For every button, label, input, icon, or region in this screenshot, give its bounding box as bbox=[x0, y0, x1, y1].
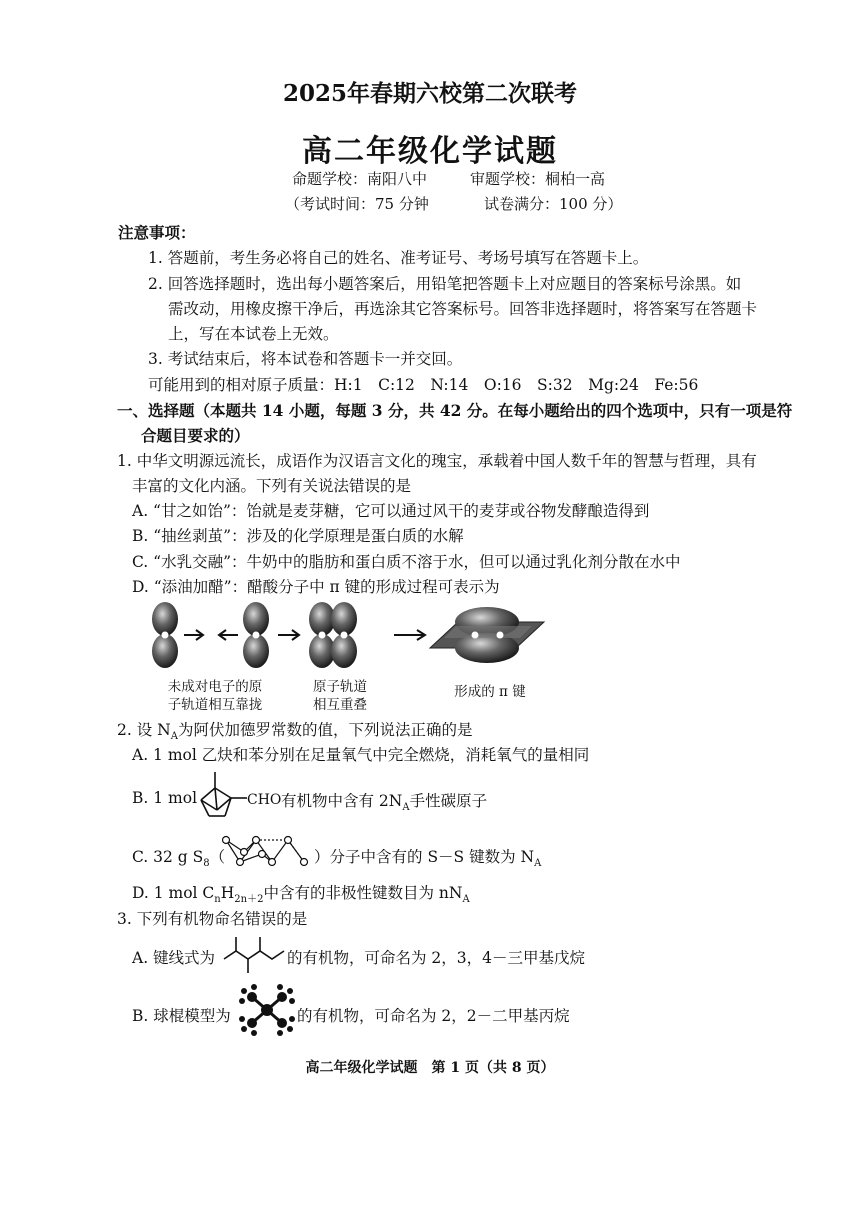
cho-group: CHO bbox=[247, 792, 282, 808]
skeletal-formula-trimethylpentane bbox=[222, 935, 288, 975]
page-footer: 高二年级化学试题 第 1 页（共 8 页） bbox=[305, 1060, 555, 1076]
q3-option-a-label: A. 键线式为 bbox=[132, 949, 216, 967]
ball-stick-model-neopentane bbox=[238, 985, 296, 1035]
q2-option-a: A. 1 mol 乙炔和苯分别在足量氧气中完全燃烧，消耗氧气的量相同 bbox=[132, 746, 590, 764]
camphor-like-structure bbox=[195, 770, 255, 822]
q3-option-a-text: 的有机物，可命名为 2，3，4－三甲基戊烷 bbox=[287, 949, 586, 967]
reviewer-school: 审题学校：桐柏一高 bbox=[470, 170, 606, 188]
section-heading-line2: 合题目要求的） bbox=[141, 426, 250, 445]
pi-bond-formation-figure bbox=[140, 600, 560, 680]
notes-heading: 注意事项： bbox=[118, 223, 196, 242]
overlapping-orbitals bbox=[309, 602, 357, 668]
note-2-line3: 上，写在本试卷上无效。 bbox=[168, 325, 339, 343]
exam-score: 试卷满分：100 分） bbox=[484, 195, 623, 213]
q2-option-b-text: 有机物中含有 $2N_A$手性碳原子 bbox=[281, 792, 488, 814]
note-2-line2: 需改动，用橡皮擦干净后，再选涂其它答案标号。回答非选择题时，将答案写在答题卡 bbox=[168, 300, 758, 318]
q1-stem-line1: 1. 中华文明源远流长，成语作为汉语言文化的瑰宝，承载着中国人数千年的智慧与哲理，具有 bbox=[117, 452, 757, 470]
caption-approach-line2: 子轨道相互靠拢 bbox=[167, 697, 263, 713]
exam-title: 2025年春期六校第二次联考 bbox=[282, 80, 577, 107]
q2-stem: 2. 设 $N_A$为阿伏加德罗常数的值，下列说法正确的是 bbox=[117, 721, 473, 743]
caption-approach-line1: 未成对电子的原 bbox=[167, 679, 263, 695]
q1-option-b: B. “抽丝剥茧”：涉及的化学原理是蛋白质的水解 bbox=[132, 527, 464, 545]
caption-overlap-line2: 相互重叠 bbox=[313, 697, 367, 713]
note-2-line1: 2. 回答选择题时，选出每小题答案后，用铅笔把答题卡上对应题目的答案标号涂黑。如 bbox=[148, 275, 742, 293]
p-orbital-right bbox=[243, 602, 269, 668]
q3-option-b-label: B. 球棍模型为 bbox=[132, 1007, 231, 1025]
subject-title: 高二年级化学试题 bbox=[302, 134, 558, 169]
atomic-masses: 可能用到的相对原子质量：H:1 C:12 N:14 O:16 S:32 Mg:24 Fe:56 bbox=[148, 376, 699, 394]
q2-option-c-label: C. 32 g $S_8$（ bbox=[132, 848, 226, 870]
q2-option-d: D. 1 mol $C_nH_{2n+2}$中含有的非极性键数目为 $nN_A$ bbox=[132, 884, 470, 906]
q1-option-c: C. “水乳交融”：牛奶中的脂肪和蛋白质不溶于水，但可以通过乳化剂分散在水中 bbox=[132, 553, 681, 571]
note-1: 1. 答题前，考生务必将自己的姓名、准考证号、考场号填写在答题卡上。 bbox=[148, 249, 649, 267]
setter-school: 命题学校：南阳八中 bbox=[292, 170, 428, 188]
p-orbital-left bbox=[152, 602, 178, 668]
caption-overlap-line1: 原子轨道 bbox=[313, 679, 367, 695]
note-3: 3. 考试结束后，将本试卷和答题卡一并交回。 bbox=[148, 350, 463, 368]
s8-ring-structure bbox=[222, 830, 314, 872]
q2-option-b-label: B. 1 mol bbox=[132, 789, 198, 807]
q1-option-d: D. “添油加醋”：醋酸分子中 π 键的形成过程可表示为 bbox=[132, 578, 500, 596]
q1-option-a: A. “甘之如饴”：饴就是麦芽糖，它可以通过风干的麦芽或谷物发酵酿造得到 bbox=[132, 502, 650, 520]
exam-time: （考试时间：75 分钟 bbox=[285, 195, 429, 213]
q1-stem-line2: 丰富的文化内涵。下列有关说法错误的是 bbox=[132, 477, 412, 495]
caption-pi-bond: 形成的 π 键 bbox=[454, 684, 526, 700]
q3-option-b-text: 的有机物，可命名为 2，2－二甲基丙烷 bbox=[297, 1007, 570, 1025]
pi-bond-result bbox=[430, 607, 544, 663]
q3-stem: 3. 下列有机物命名错误的是 bbox=[117, 910, 308, 928]
section-heading-line1: 一、选择题（本题共 14 小题，每题 3 分，共 42 分。在每小题给出的四个选项中，只有一项是符 bbox=[117, 401, 793, 420]
q2-option-c-text: ）分子中含有的 S－S 键数为 $N_A$ bbox=[314, 848, 542, 870]
